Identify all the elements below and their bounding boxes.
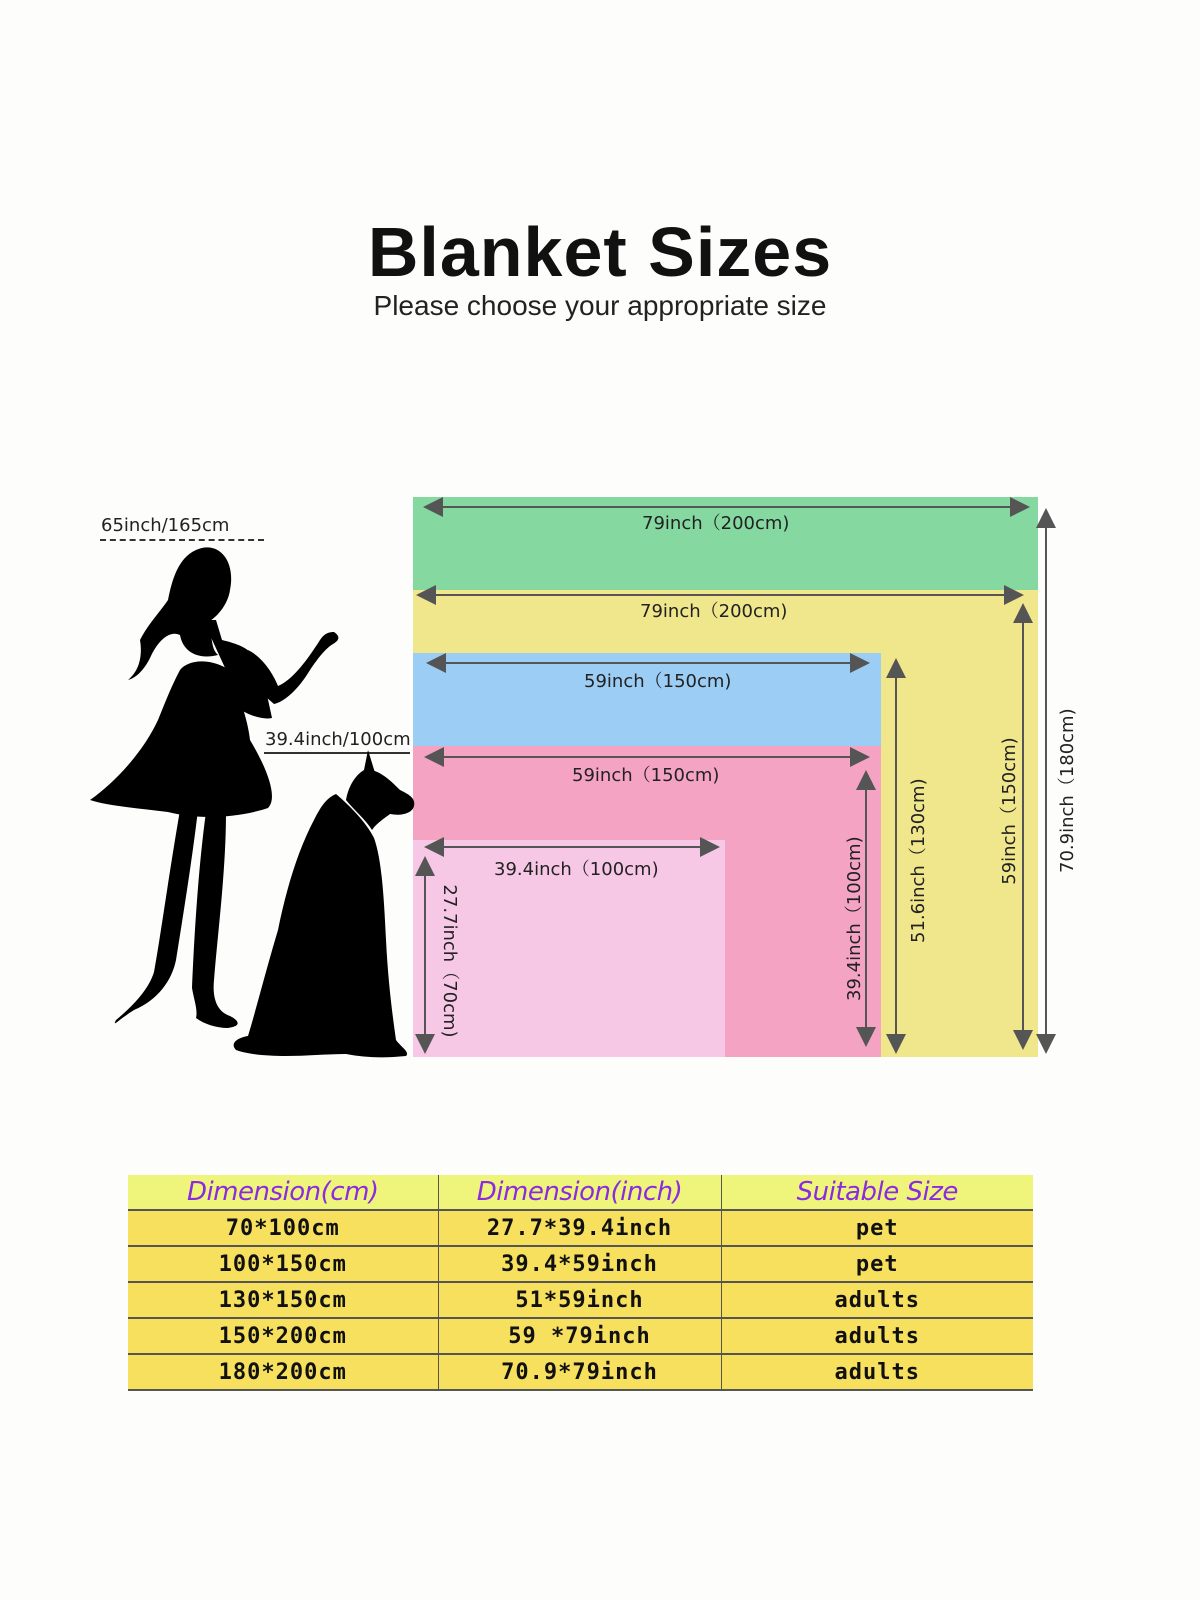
cell-suitable: adults [721,1318,1033,1354]
label-green-width: 79inch（200cm) [642,513,790,534]
table-row [128,1246,1033,1282]
cell-inch: 39.4*59inch [438,1246,721,1282]
label-blue-height: 51.6inch（130cm) [908,778,929,943]
cell-cm: 150*200cm [128,1318,438,1354]
table-row [128,1282,1033,1318]
label-blue-width: 59inch（150cm) [584,671,732,692]
table-row [128,1210,1033,1246]
cell-cm: 180*200cm [128,1354,438,1390]
label-green-height: 70.9inch（180cm) [1057,708,1078,873]
header-suitable-size: Suitable Size [721,1175,1033,1210]
woman-height-label: 65inch/165cm [101,515,230,536]
table-header-row [128,1175,1033,1210]
label-yellow-width: 79inch（200cm) [640,601,788,622]
cell-suitable: adults [721,1354,1033,1390]
label-yellow-height: 59inch（150cm) [999,737,1020,885]
cell-inch: 59 *79inch [438,1318,721,1354]
cell-cm: 100*150cm [128,1246,438,1282]
header-dimension-cm: Dimension(cm) [128,1175,438,1210]
cell-inch: 70.9*79inch [438,1354,721,1390]
dog-silhouette-icon [226,750,426,1060]
label-pink-height: 39.4inch（100cm) [844,836,865,1001]
cell-suitable: pet [721,1210,1033,1246]
size-table [128,1175,1033,1391]
page-title: Blanket Sizes [367,213,833,291]
page-subtitle: Please choose your appropriate size [373,290,827,321]
cell-cm: 70*100cm [128,1210,438,1246]
label-light-pink-width: 39.4inch（100cm) [494,859,659,880]
header-dimension-inch: Dimension(inch) [438,1175,721,1210]
cell-inch: 27.7*39.4inch [438,1210,721,1246]
table-row [128,1318,1033,1354]
cell-cm: 130*150cm [128,1282,438,1318]
dog-height-label: 39.4inch/100cm [265,729,411,750]
cell-suitable: adults [721,1282,1033,1318]
cell-suitable: pet [721,1246,1033,1282]
cell-inch: 51*59inch [438,1282,721,1318]
label-light-pink-height: 27.7inch（70cm) [439,884,460,1038]
table-row [128,1354,1033,1390]
label-pink-width: 59inch（150cm) [572,765,720,786]
